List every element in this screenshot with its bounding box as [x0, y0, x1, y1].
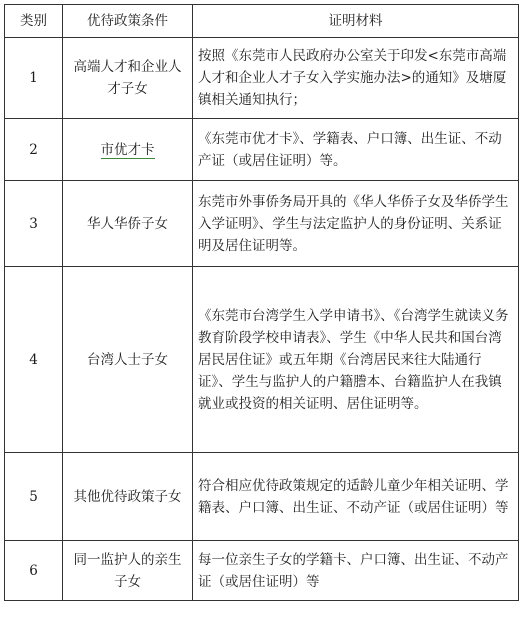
row-condition: 同一监护人的亲生子女 [63, 541, 193, 601]
row-condition: 台湾人士子女 [63, 267, 193, 453]
row-number: 1 [5, 38, 63, 119]
row-materials: 按照《东莞市人民政府办公室关于印发<东莞市高端人才和企业人才子女入学实施办法>的通知》及塘厦镇相关通知执行； [193, 38, 519, 119]
row-condition: 华人华侨子女 [63, 181, 193, 267]
header-category: 类别 [5, 5, 63, 38]
table-header-row [5, 5, 519, 38]
policy-table [4, 4, 519, 601]
row-number: 2 [5, 119, 63, 181]
header-condition: 优待政策条件 [63, 5, 193, 38]
row-number: 6 [5, 541, 63, 601]
table-row [5, 267, 519, 453]
row-number: 5 [5, 453, 63, 541]
row-materials: 《东莞市台湾学生入学申请书》、《台湾学生就读义务教育阶段学校申请表》、学生《中华人民共和国台湾居民居住证》或五年期《台湾居民来往大陆通行证》、学生与监护人的户籍謄本、台籍监护人在我镇就业或投资的相关证明、居住证明等。 [193, 267, 519, 453]
row-condition [63, 119, 193, 181]
table-row [5, 453, 519, 541]
row-materials: 每一位亲生子女的学籍卡、户口簿、出生证、不动产证（或居住证明）等 [193, 541, 519, 601]
table-row [5, 541, 519, 601]
table-row [5, 119, 519, 181]
table-row [5, 38, 519, 119]
row-condition: 其他优待政策子女 [63, 453, 193, 541]
row-materials: 符合相应优待政策规定的适龄儿童少年相关证明、学籍表、户口簿、出生证、不动产证（或居住证明）等 [193, 453, 519, 541]
row-materials: 《东莞市优才卡》、学籍表、户口簿、出生证、不动产证（或居住证明）等。 [193, 119, 519, 181]
header-materials: 证明材料 [193, 5, 519, 38]
condition-underlined-text: 市优才卡 [100, 141, 155, 158]
row-number: 3 [5, 181, 63, 267]
table-row [5, 181, 519, 267]
row-materials: 东莞市外事侨务局开具的《华人华侨子女及华侨学生入学证明》、学生与法定监护人的身份证明、关系证明及居住证明等。 [193, 181, 519, 267]
row-condition: 高端人才和企业人才子女 [63, 38, 193, 119]
row-number: 4 [5, 267, 63, 453]
